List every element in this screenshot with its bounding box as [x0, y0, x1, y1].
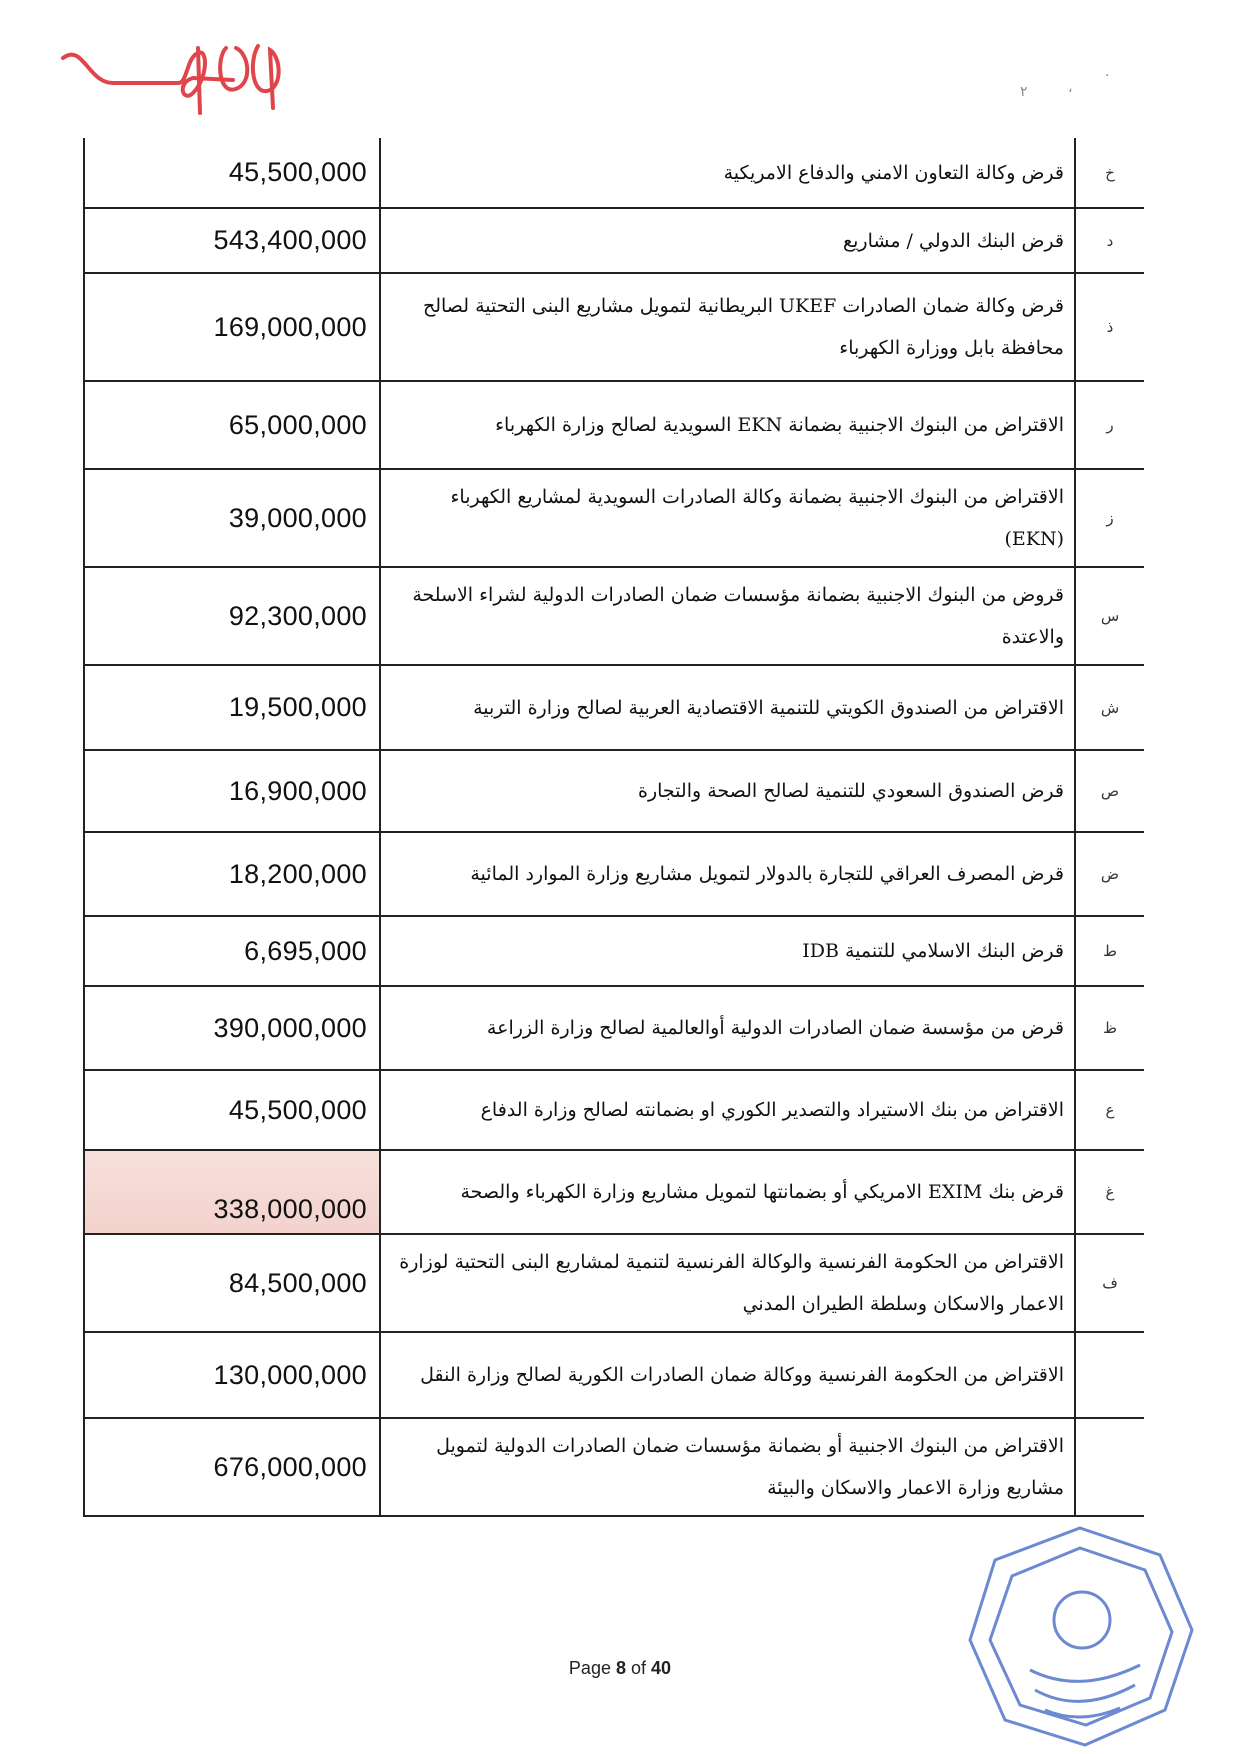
row-letter: ط: [1075, 916, 1144, 986]
table-row: [84, 1234, 1144, 1332]
loan-description: قرض بنك EXIM الامريكي أو بضمانتها لتمويل مشاريع وزارة الكهرباء والصحة: [380, 1150, 1075, 1234]
loan-description: قرض وكالة التعاون الامني والدفاع الامريكية: [380, 138, 1075, 208]
table-row: [84, 567, 1144, 665]
loan-description: قرض المصرف العراقي للتجارة بالدولار لتمويل مشاريع وزارة الموارد المائية: [380, 832, 1075, 916]
row-letter: ص: [1075, 750, 1144, 832]
table-row: [84, 1418, 1144, 1516]
page-number: 8: [615, 1658, 626, 1678]
row-letter: خ: [1075, 138, 1144, 208]
loan-description: قرض الصندوق السعودي للتنمية لصالح الصحة والتجارة: [380, 750, 1075, 832]
table-row: [84, 381, 1144, 469]
row-letter: غ: [1075, 1150, 1144, 1234]
loan-description: الاقتراض من بنك الاستيراد والتصدير الكوري او بضمانته لصالح وزارة الدفاع: [380, 1070, 1075, 1150]
table-row: [84, 832, 1144, 916]
loan-amount: 39,000,000: [84, 469, 380, 567]
loan-description: الاقتراض من الحكومة الفرنسية ووكالة ضمان الصادرات الكورية لصالح وزارة النقل: [380, 1332, 1075, 1418]
official-stamp-image: [960, 1520, 1200, 1750]
table-row: [84, 208, 1144, 273]
table-row: [84, 469, 1144, 567]
loan-amount: 338,000,000: [84, 1150, 380, 1234]
loan-description: قرض وكالة ضمان الصادرات UKEF البريطانية لتمويل مشاريع البنى التحتية لصالح محافظة بابل ووزارة الكهرباء: [380, 273, 1075, 381]
loan-amount: 543,400,000: [84, 208, 380, 273]
row-letter: ظ: [1075, 986, 1144, 1070]
row-letter: ز: [1075, 469, 1144, 567]
table-row: [84, 1332, 1144, 1418]
row-letter: ر: [1075, 381, 1144, 469]
loan-amount: 65,000,000: [84, 381, 380, 469]
table-row: [84, 1070, 1144, 1150]
page-word: Page: [568, 1658, 611, 1678]
loan-description: قرض من مؤسسة ضمان الصادرات الدولية أوالعالمية لصالح وزارة الزراعة: [380, 986, 1075, 1070]
loan-description: الاقتراض من الصندوق الكويتي للتنمية الاقتصادية العربية لصالح وزارة التربية: [380, 665, 1075, 750]
loan-amount: 84,500,000: [84, 1234, 380, 1332]
loan-amount: 92,300,000: [84, 567, 380, 665]
loan-amount: 16,900,000: [84, 750, 380, 832]
loan-description: الاقتراض من البنوك الاجنبية أو بضمانة مؤسسات ضمان الصادرات الدولية لتمويل مشاريع وزارة الاعمار والاسكان والبيئة: [380, 1418, 1075, 1516]
corner-mark: ٢: [1020, 84, 1028, 100]
signature-image: [58, 38, 318, 138]
corner-mark: ·: [1105, 68, 1110, 84]
table-row: [84, 273, 1144, 381]
table-row: [84, 1150, 1144, 1234]
row-letter: د: [1075, 208, 1144, 273]
row-letter: [1075, 1418, 1144, 1516]
loan-amount: 45,500,000: [84, 1070, 380, 1150]
row-letter: س: [1075, 567, 1144, 665]
loan-amount: 45,500,000: [84, 138, 380, 208]
row-letter: [1075, 1332, 1144, 1418]
corner-marks: [1010, 68, 1120, 100]
loan-description: قروض من البنوك الاجنبية بضمانة مؤسسات ضمان الصادرات الدولية لشراء الاسلحة والاعتدة: [380, 567, 1075, 665]
table-row: [84, 986, 1144, 1070]
loan-description: الاقتراض من البنوك الاجنبية بضمانة EKN السويدية لصالح وزارة الكهرباء: [380, 381, 1075, 469]
table-row: [84, 750, 1144, 832]
table-row: [84, 138, 1144, 208]
loan-amount: 6,695,000: [84, 916, 380, 986]
total-pages: 40: [651, 1658, 672, 1678]
loan-amount: 676,000,000: [84, 1418, 380, 1516]
loan-description: قرض البنك الاسلامي للتنمية IDB: [380, 916, 1075, 986]
loans-table: [83, 138, 1144, 1517]
loan-amount: 169,000,000: [84, 273, 380, 381]
loan-amount: 19,500,000: [84, 665, 380, 750]
table-row: [84, 916, 1144, 986]
loan-description: الاقتراض من البنوك الاجنبية بضمانة وكالة الصادرات السويدية لمشاريع الكهرباء (EKN): [380, 469, 1075, 567]
loan-amount: 130,000,000: [84, 1332, 380, 1418]
loan-amount: 390,000,000: [84, 986, 380, 1070]
corner-mark: ،: [1068, 80, 1073, 96]
row-letter: ض: [1075, 832, 1144, 916]
loan-amount: 18,200,000: [84, 832, 380, 916]
row-letter: ع: [1075, 1070, 1144, 1150]
of-word: of: [631, 1658, 647, 1678]
loan-description: قرض البنك الدولي / مشاريع: [380, 208, 1075, 273]
row-letter: ش: [1075, 665, 1144, 750]
row-letter: ف: [1075, 1234, 1144, 1332]
table-row: [84, 665, 1144, 750]
row-letter: ذ: [1075, 273, 1144, 381]
loan-description: الاقتراض من الحكومة الفرنسية والوكالة الفرنسية لتنمية لمشاريع البنى التحتية لوزارة الاعمار والاسكان وسلطة الطيران المدني: [380, 1234, 1075, 1332]
